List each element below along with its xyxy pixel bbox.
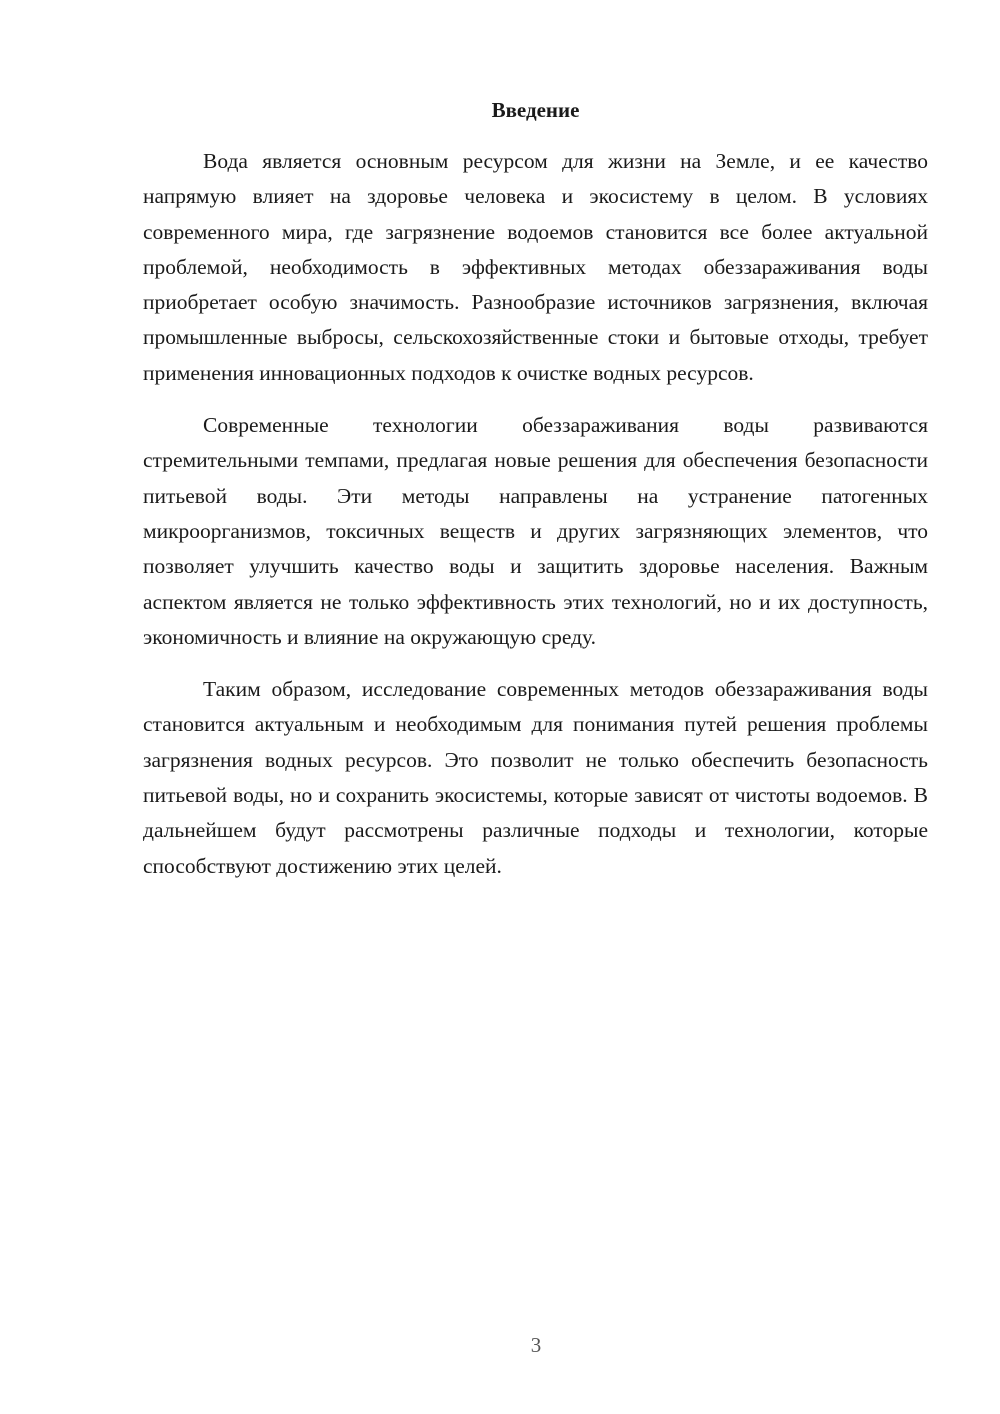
page-content <box>143 96 928 901</box>
page-number: 3 <box>530 1333 542 1357</box>
paragraph-1: Вода является основным ресурсом для жизни на Земле, и ее качество напрямую влияет на здоровье человека и экосистему в целом. В условиях современного мира, где загрязнение водоемов становится все более актуальной проблемой, необходимость в эффективных методах обеззараживания воды приобретает особую значимость. Разнообразие источников загрязнения, включая промышленные выбросы, сельскохозяйственные стоки и бытовые отходы, требует применения инновационных подходов к очистке водных ресурсов. <box>143 149 928 385</box>
paragraph-3: Таким образом, исследование современных методов обеззараживания воды становится актуальным и необходимым для понимания путей решения проблемы загрязнения водных ресурсов. Это позволит не только обеспечить безопасность питьевой воды, но и сохранить экосистемы, которые зависят от чистоты водоемов. В дальнейшем будут рассмотрены различные подходы и технологии, которые способствуют достижению этих целей. <box>143 677 928 878</box>
paragraph-2: Современные технологии обеззараживания воды развиваются стремительными темпами, предлагая новые решения для обеспечения безопасности питьевой воды. Эти методы направлены на устранение патогенных микроорганизмов, токсичных веществ и других загрязняющих элементов, что позволяет улучшить качество воды и защитить здоровье населения. Важным аспектом является не только эффективность этих технологий, но и их доступность, экономичность и влияние на окружающую среду. <box>143 413 928 649</box>
page-title: Введение <box>491 98 580 122</box>
